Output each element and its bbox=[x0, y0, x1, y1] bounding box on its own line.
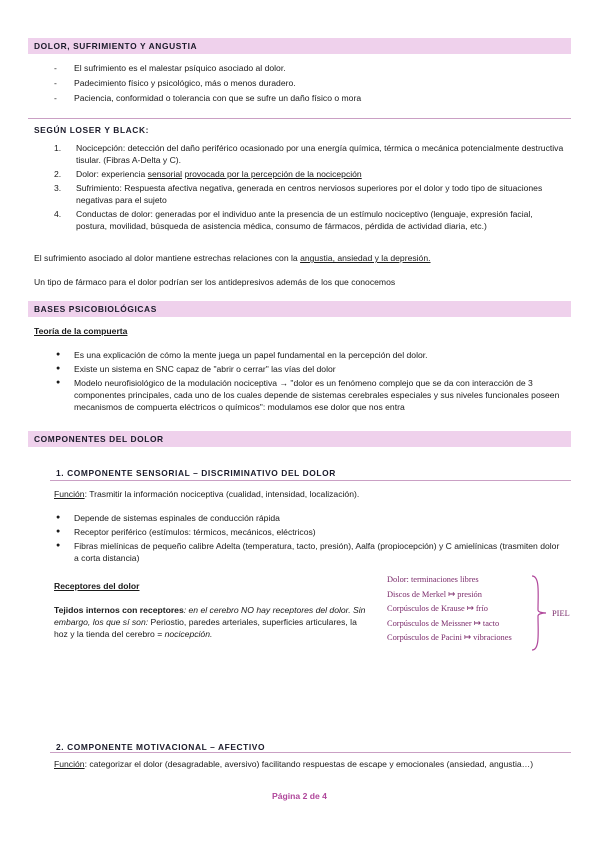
list-item: - El sufrimiento es el malestar psíquico asociado al dolor. bbox=[54, 62, 564, 74]
sufrimiento-list bbox=[54, 62, 564, 107]
section-header-componentes: COMPONENTES DEL DOLOR bbox=[28, 431, 571, 447]
loser-black-list bbox=[54, 142, 564, 234]
list-item: 3. Sufrimiento: Respuesta afectiva negativa, generada en centros nerviosos superiores por el dolor y todo tipo de situaciones negativas para el sujeto bbox=[54, 183, 543, 205]
receptores-text: Tejidos internos con receptores: en el cerebro NO hay receptores del dolor. Sin embargo, los que sí son: Periostio, paredes arteriales, superficies articulares, la hoz y la tienda del cerebro = nocicepción. bbox=[54, 605, 366, 639]
brace-icon bbox=[528, 574, 548, 652]
list-item: ● Modelo neurofisiológico de la modulación nociceptiva → "dolor es un fenómeno complejo que se da con interacción de 3 componentes principales, cada uno de los cuales depende de sistemas cerebrales especiales y sus niveles funcionales poseen mecanismos de compuerta eléctricos o químicos": modulamos ese dolor que nos entra bbox=[54, 377, 564, 413]
section-title-loser-black: SEGÚN LOSER Y BLACK: bbox=[34, 125, 149, 135]
sensorial-list bbox=[54, 512, 564, 566]
section-header-bases: BASES PSICOBIOLÓGICAS bbox=[28, 301, 571, 317]
list-item: 4. Conductas de dolor: generadas por el individuo ante la presencia de un estímulo nociceptivo (lenguaje, expresión facial, postura, movilidad, búsqueda de asistencia médica, consumo de fármacos, pérdida de actividad diaria, etc.) bbox=[54, 209, 533, 231]
receptor-item: Corpúsculos de Meissner ↦ tacto bbox=[387, 618, 500, 628]
list-item: - Paciencia, conformidad o tolerancia con que se sufre un daño físico o mora bbox=[54, 92, 564, 104]
list-item: ● Receptor periférico (estímulos: térmicos, mecánicos, eléctricos) bbox=[54, 526, 564, 538]
list-item: - Padecimiento físico y psicológico, más o menos duradero. bbox=[54, 77, 564, 89]
page-number: Página 2 de 4 bbox=[272, 791, 327, 801]
receptor-item: Corpúsculos de Krause ↦ frío bbox=[387, 604, 488, 613]
subsection-title-sensorial: 1. COMPONENTE SENSORIAL – DISCRIMINATIVO DEL DOLOR bbox=[56, 468, 336, 478]
divider bbox=[50, 752, 571, 753]
piel-label: PIEL bbox=[552, 609, 570, 618]
list-item: ● Es una explicación de cómo la mente juega un papel fundamental en la percepción del dolor. bbox=[54, 349, 564, 361]
list-item: ● Fibras mielínicas de pequeño calibre Adelta (temperatura, tacto, presión), Aalfa (propiocepción) y C amielínicas (trasmiten dolor a corta distancia) bbox=[54, 540, 564, 564]
receptor-item: Dolor: terminaciones libres bbox=[387, 575, 479, 584]
receptores-title: Receptores del dolor bbox=[54, 581, 140, 591]
subtitle-compuerta: Teoría de la compuerta bbox=[34, 326, 128, 336]
list-item: 2. Dolor: experiencia sensorial provocada por la percepción de la nocicepción bbox=[54, 169, 362, 179]
subsection-title-motivacional: 2. COMPONENTE MOTIVACIONAL – AFECTIVO bbox=[56, 742, 266, 752]
section-header-dolor: DOLOR, SUFRIMIENTO Y ANGUSTIA bbox=[28, 38, 571, 54]
compuerta-list bbox=[54, 349, 564, 415]
funcion-motivacional: Función: categorizar el dolor (desagradable, aversivo) facilitando respuestas de escape y emocionales (ansiedad, angustia…) bbox=[54, 759, 534, 769]
list-item: 1. Nocicepción: detección del daño periférico ocasionado por una energía química, térmica o mecánica potencialmente destructiva tisular. (Fibras A-Delta y C). bbox=[54, 143, 564, 165]
list-item: ● Depende de sistemas espinales de conducción rápida bbox=[54, 512, 564, 524]
paragraph-sufrimiento: El sufrimiento asociado al dolor mantiene estrechas relaciones con la angustia, ansiedad y la depresión. bbox=[34, 253, 431, 263]
paragraph-farmaco: Un tipo de fármaco para el dolor podrían ser los antidepresivos además de los que conocemos bbox=[34, 277, 396, 287]
list-item: ● Existe un sistema en SNC capaz de "abrir o cerrar" las vías del dolor bbox=[54, 363, 564, 375]
divider bbox=[50, 480, 571, 481]
receptor-item: Corpúsculos de Pacini ↦ vibraciones bbox=[387, 633, 512, 642]
divider bbox=[28, 118, 571, 119]
funcion-sensorial: Función: Trasmitir la información nociceptiva (cualidad, intensidad, localización). bbox=[54, 489, 360, 499]
receptor-item: Discos de Merkel ↦ presión bbox=[387, 589, 482, 599]
